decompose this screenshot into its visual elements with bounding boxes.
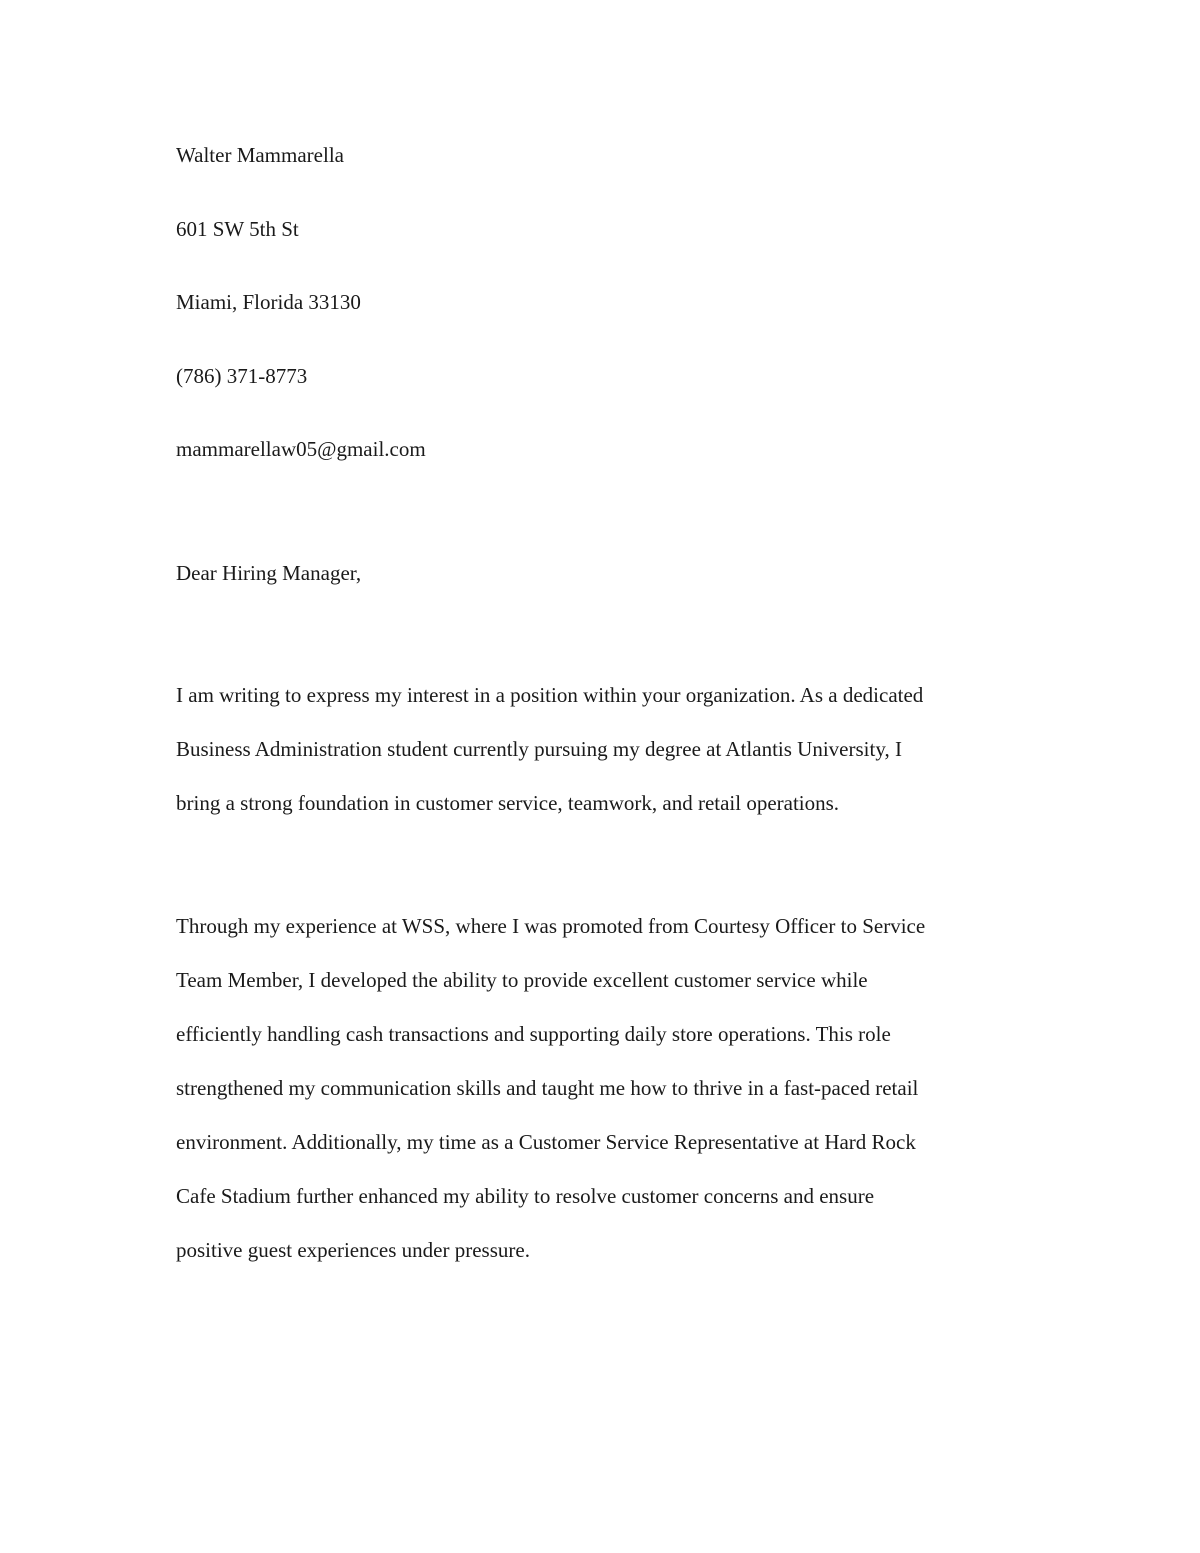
sender-phone: (786) 371-8773	[176, 364, 308, 388]
paragraph-line: I am writing to express my interest in a position within your organization. As a dedicated	[176, 683, 924, 707]
paragraph-line: positive guest experiences under pressure.	[176, 1238, 530, 1262]
sender-email: mammarellaw05@gmail.com	[176, 437, 426, 461]
sender-name: Walter Mammarella	[176, 143, 344, 167]
paragraph-line: Through my experience at WSS, where I was promoted from Courtesy Officer to Service	[176, 914, 926, 938]
paragraph-line: Team Member, I developed the ability to provide excellent customer service while	[176, 968, 868, 992]
paragraph-line: efficiently handling cash transactions and supporting daily store operations. This role	[176, 1022, 891, 1046]
sender-city-state-zip: Miami, Florida 33130	[176, 290, 361, 314]
paragraph-line: bring a strong foundation in customer service, teamwork, and retail operations.	[176, 791, 840, 815]
paragraph-line: strengthened my communication skills and taught me how to thrive in a fast-paced retail	[176, 1076, 919, 1100]
salutation: Dear Hiring Manager,	[176, 561, 362, 585]
paragraph-line: environment. Additionally, my time as a Customer Service Representative at Hard Rock	[176, 1130, 916, 1154]
paragraph-line: Cafe Stadium further enhanced my ability to resolve customer concerns and ensure	[176, 1184, 875, 1208]
paragraph-line: Business Administration student currently pursuing my degree at Atlantis University, I	[176, 737, 902, 761]
sender-street: 601 SW 5th St	[176, 217, 299, 241]
